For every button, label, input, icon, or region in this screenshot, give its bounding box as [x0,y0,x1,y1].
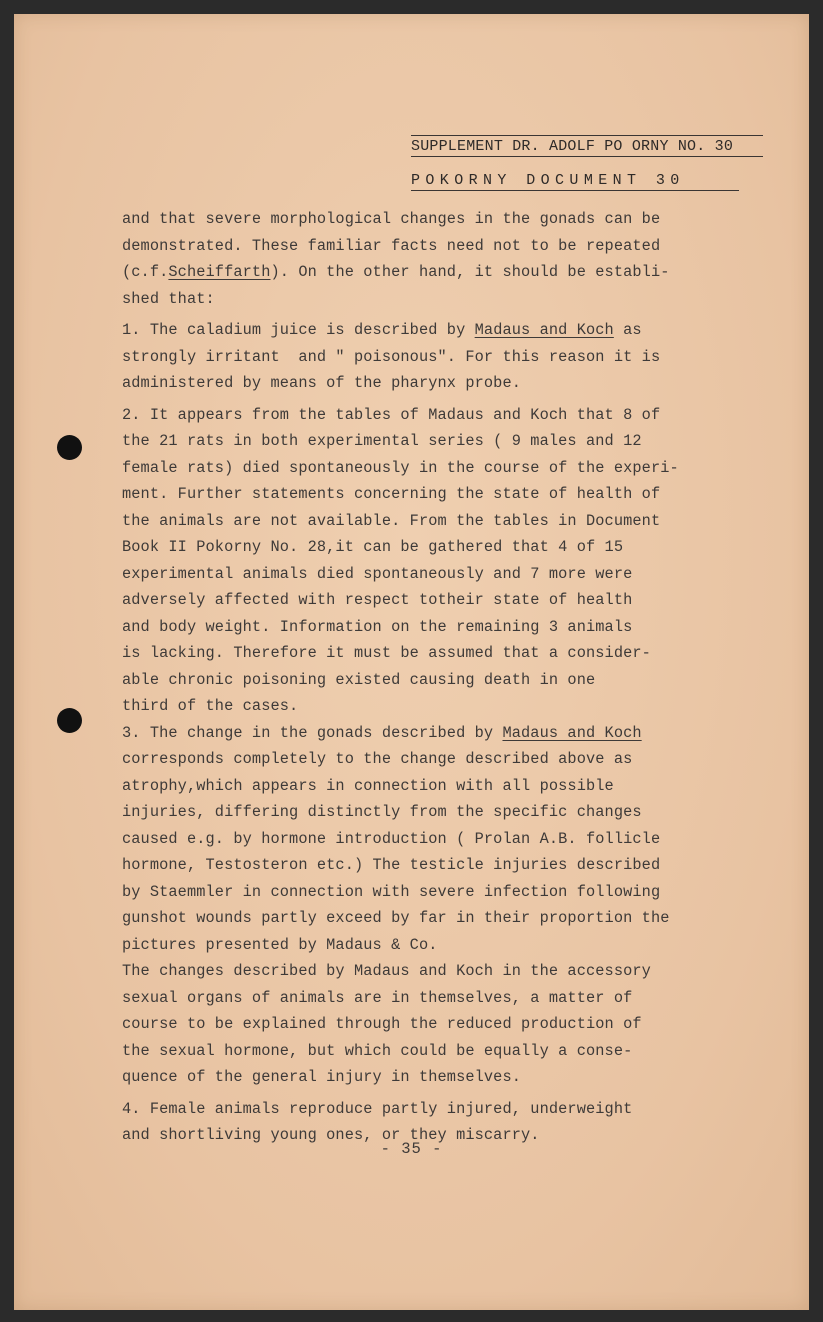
text-line: adversely affected with respect totheir state of health [122,591,633,609]
text-line: gunshot wounds partly exceed by far in their proportion the [122,909,670,927]
underlined-citation: Scheiffarth [168,263,271,281]
text-line: shed that: [122,289,215,308]
text-line: pictures presented by Madaus & Co. [122,935,438,954]
text-line: course to be explained through the reduced production of [122,1015,642,1033]
text-line: and shortliving young ones, or they miscarry. [122,1126,540,1144]
text-line: strongly irritant and " poisonous". For this reason it is [122,347,661,366]
text-line: and that severe morphological changes in the gonads can be [122,210,661,228]
text-line: female rats) died spontaneously in the course of the experi- [122,458,679,477]
text-line: experimental animals died spontaneously and 7 more were [122,564,633,583]
text-line: caused e.g. by hormone introduction ( Prolan A.B. follicle [122,829,661,848]
body-text [122,206,722,1149]
text-line: The changes described by Madaus and Koch in the accessory [122,962,651,980]
text-line: the 21 rats in both experimental series ( 9 males and 12 [122,432,642,450]
punch-hole-upper [57,435,82,460]
text-line: 4. Female animals reproduce partly injured, underweight [122,1099,633,1118]
text-line: Book II Pokorny No. 28,it can be gathered that 4 of 15 [122,538,624,556]
text-line: corresponds completely to the change described above as [122,750,633,768]
text-line: (c.f.Scheiffarth). On the other hand, it should be establi- [122,263,670,281]
text-line: able chronic poisoning existed causing death in one [122,670,596,689]
underlined-authors: Madaus and Koch [502,723,642,742]
supplement-header: SUPPLEMENT DR. ADOLF PO ORNY NO. 30 [411,135,763,157]
text-line: hormone, Testosteron etc.) The testicle injuries described [122,856,661,874]
text-line: and body weight. Information on the remaining 3 animals [122,617,633,636]
text-line: injuries, differing distinctly from the specific changes [122,803,642,821]
text-line: 3. The change in the gonads described by Madaus and Koch [122,723,642,742]
text-line: by Staemmler in connection with severe infection following [122,882,661,901]
text-line: quence of the general injury in themselves. [122,1068,522,1086]
text-line: 2. It appears from the tables of Madaus and Koch that 8 of [122,405,661,424]
text-line: sexual organs of animals are in themselves, a matter of [122,988,633,1007]
underlined-authors: Madaus and Koch [474,321,614,339]
text-line: third of the cases. [122,697,299,715]
page-number: - 35 - [380,1140,443,1158]
text-line: the sexual hormone, but which could be equally a conse- [122,1041,633,1060]
text-line: atrophy,which appears in connection with all possible [122,776,614,795]
text-line: the animals are not available. From the tables in Document [122,511,661,530]
text-line: administered by means of the pharynx probe. [122,374,522,392]
text-line: demonstrated. These familiar facts need not to be repeated [122,236,661,255]
text-line: ment. Further statements concerning the state of health of [122,485,661,503]
text-line: 1. The caladium juice is described by Madaus and Koch as [122,321,642,339]
punch-hole-lower [57,708,82,733]
text-line: is lacking. Therefore it must be assumed that a consider- [122,644,651,662]
document-header: POKORNY DOCUMENT 30 [411,172,739,191]
